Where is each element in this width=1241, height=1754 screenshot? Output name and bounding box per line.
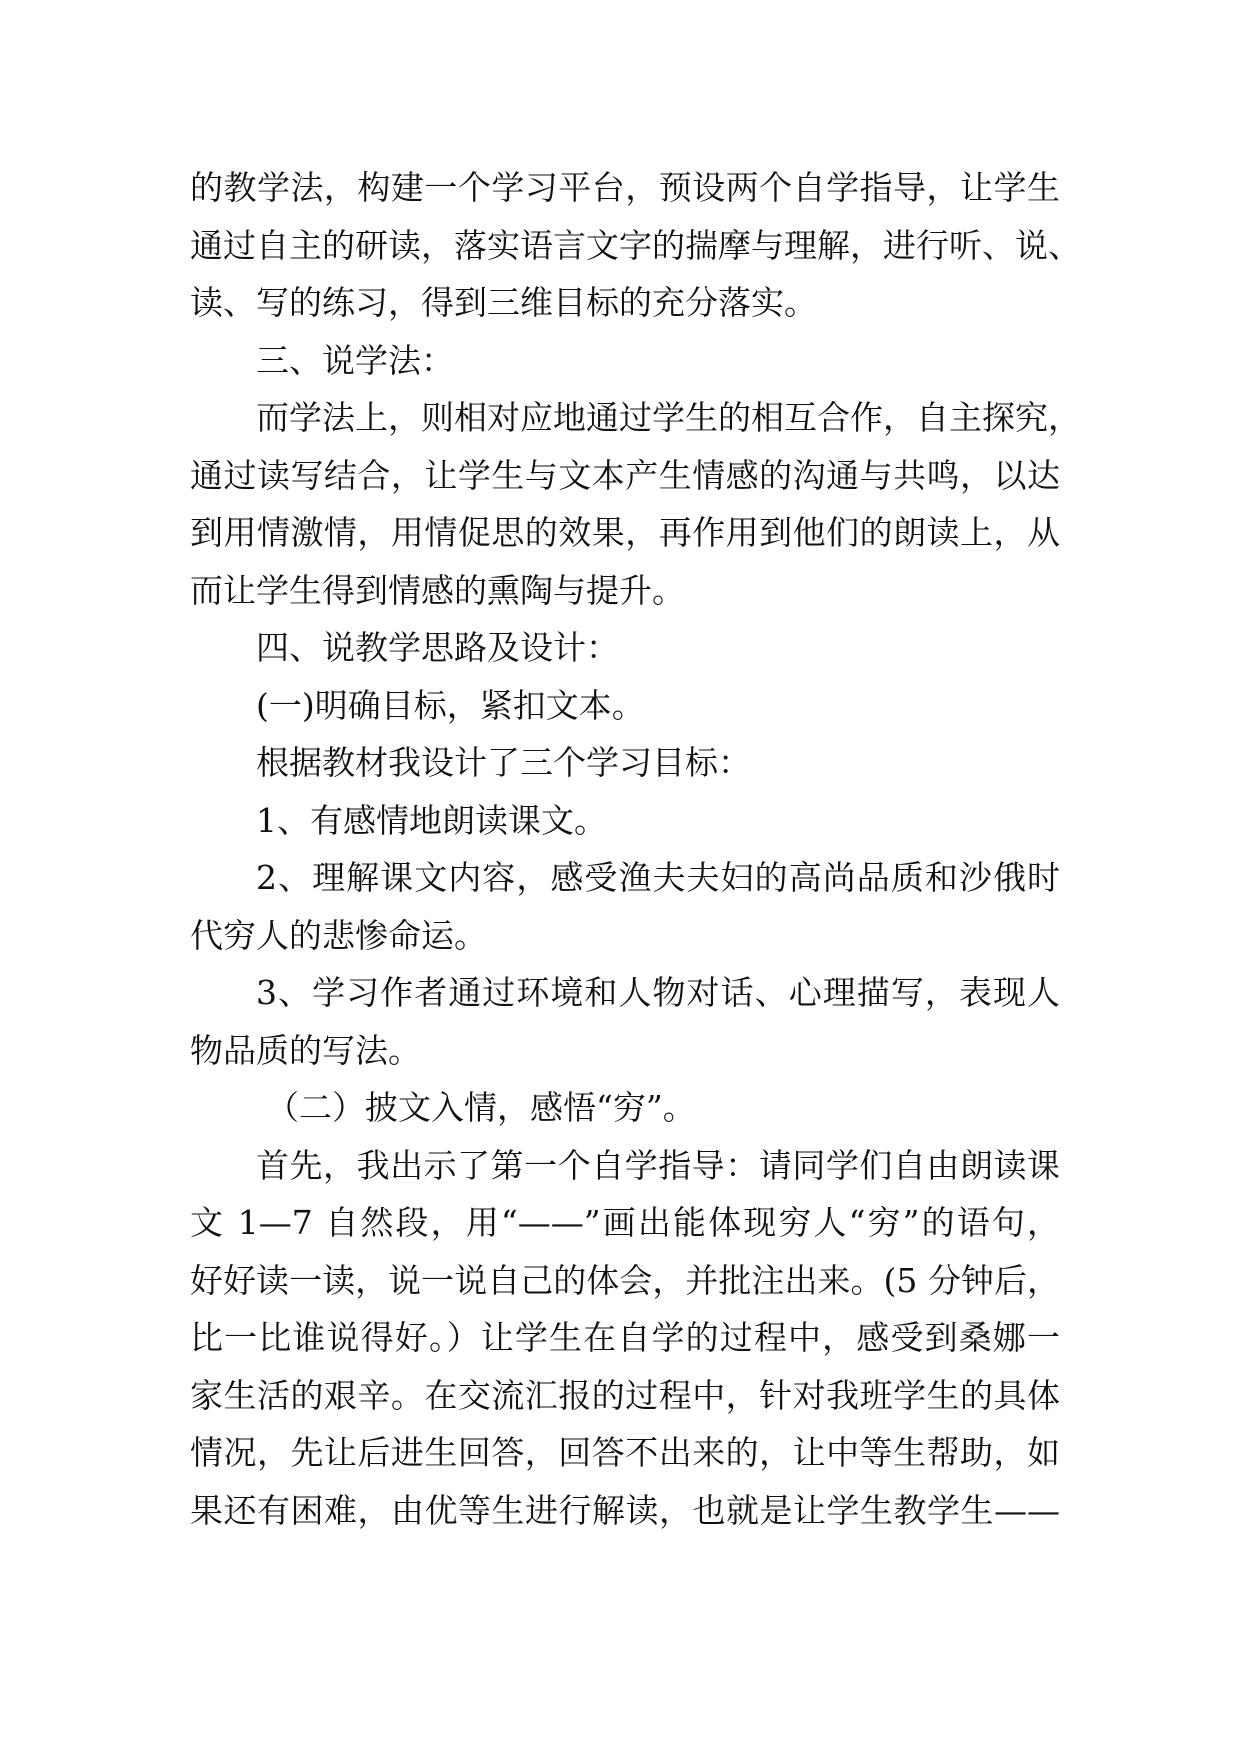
subsection-heading: (一)明确目标，紧扣文本。 bbox=[256, 685, 645, 725]
list-item: 3、学习作者通过环境和人物对话、心理描写，表现人 bbox=[256, 973, 1060, 1012]
text-line: 好好读一读，说一说自己的体会，并批注出来。(5 分钟后， bbox=[190, 1260, 1060, 1300]
text-line: 物品质的写法。 bbox=[190, 1030, 421, 1070]
text-line: 情况，先让后进生回答，回答不出来的，让中等生帮助，如 bbox=[190, 1433, 1060, 1472]
document-body bbox=[190, 159, 1081, 1539]
text-line: 通过读写结合，让学生与文本产生情感的沟通与共鸣，以达 bbox=[190, 455, 1060, 495]
text-line: 而让学生得到情感的熏陶与提升。 bbox=[190, 570, 685, 610]
text-line: 到用情激情，用情促思的效果，再作用到他们的朗读上，从 bbox=[190, 513, 1060, 552]
text-line: 果还有困难，由优等生进行解读，也就是让学生教学生—— bbox=[190, 1490, 1060, 1530]
text-line: 比一比谁说得好。）让学生在自学的过程中，感受到桑娜一 bbox=[190, 1318, 1060, 1357]
list-item: 2、理解课文内容，感受渔夫夫妇的高尚品质和沙俄时 bbox=[256, 858, 1060, 897]
list-item: 1、有感情地朗读课文。 bbox=[256, 800, 607, 840]
section-heading: 三、说学法： bbox=[256, 340, 454, 380]
subsection-heading: （二）披文入情，感悟“穷”。 bbox=[266, 1088, 696, 1127]
text-line: 通过自主的研读，落实语言文字的揣摩与理解，进行听、说、 bbox=[190, 225, 1081, 265]
text-line: 文 1—7 自然段，用“——”画出能体现穷人“穷”的语句， bbox=[190, 1203, 1060, 1242]
text-line: 的教学法，构建一个学习平台，预设两个自学指导，让学生 bbox=[190, 168, 1060, 207]
text-line: 代穷人的悲惨命运。 bbox=[190, 915, 487, 955]
text-line: 家生活的艰辛。在交流汇报的过程中，针对我班学生的具体 bbox=[190, 1375, 1060, 1415]
text-line: 首先，我出示了第一个自学指导：请同学们自由朗读课 bbox=[256, 1145, 1060, 1185]
section-heading: 四、说教学思路及设计： bbox=[256, 628, 619, 667]
text-line: 读、写的练习，得到三维目标的充分落实。 bbox=[190, 283, 817, 322]
text-line: 而学法上，则相对应地通过学生的相互合作，自主探究， bbox=[256, 398, 1081, 437]
text-line: 根据教材我设计了三个学习目标： bbox=[256, 743, 751, 782]
